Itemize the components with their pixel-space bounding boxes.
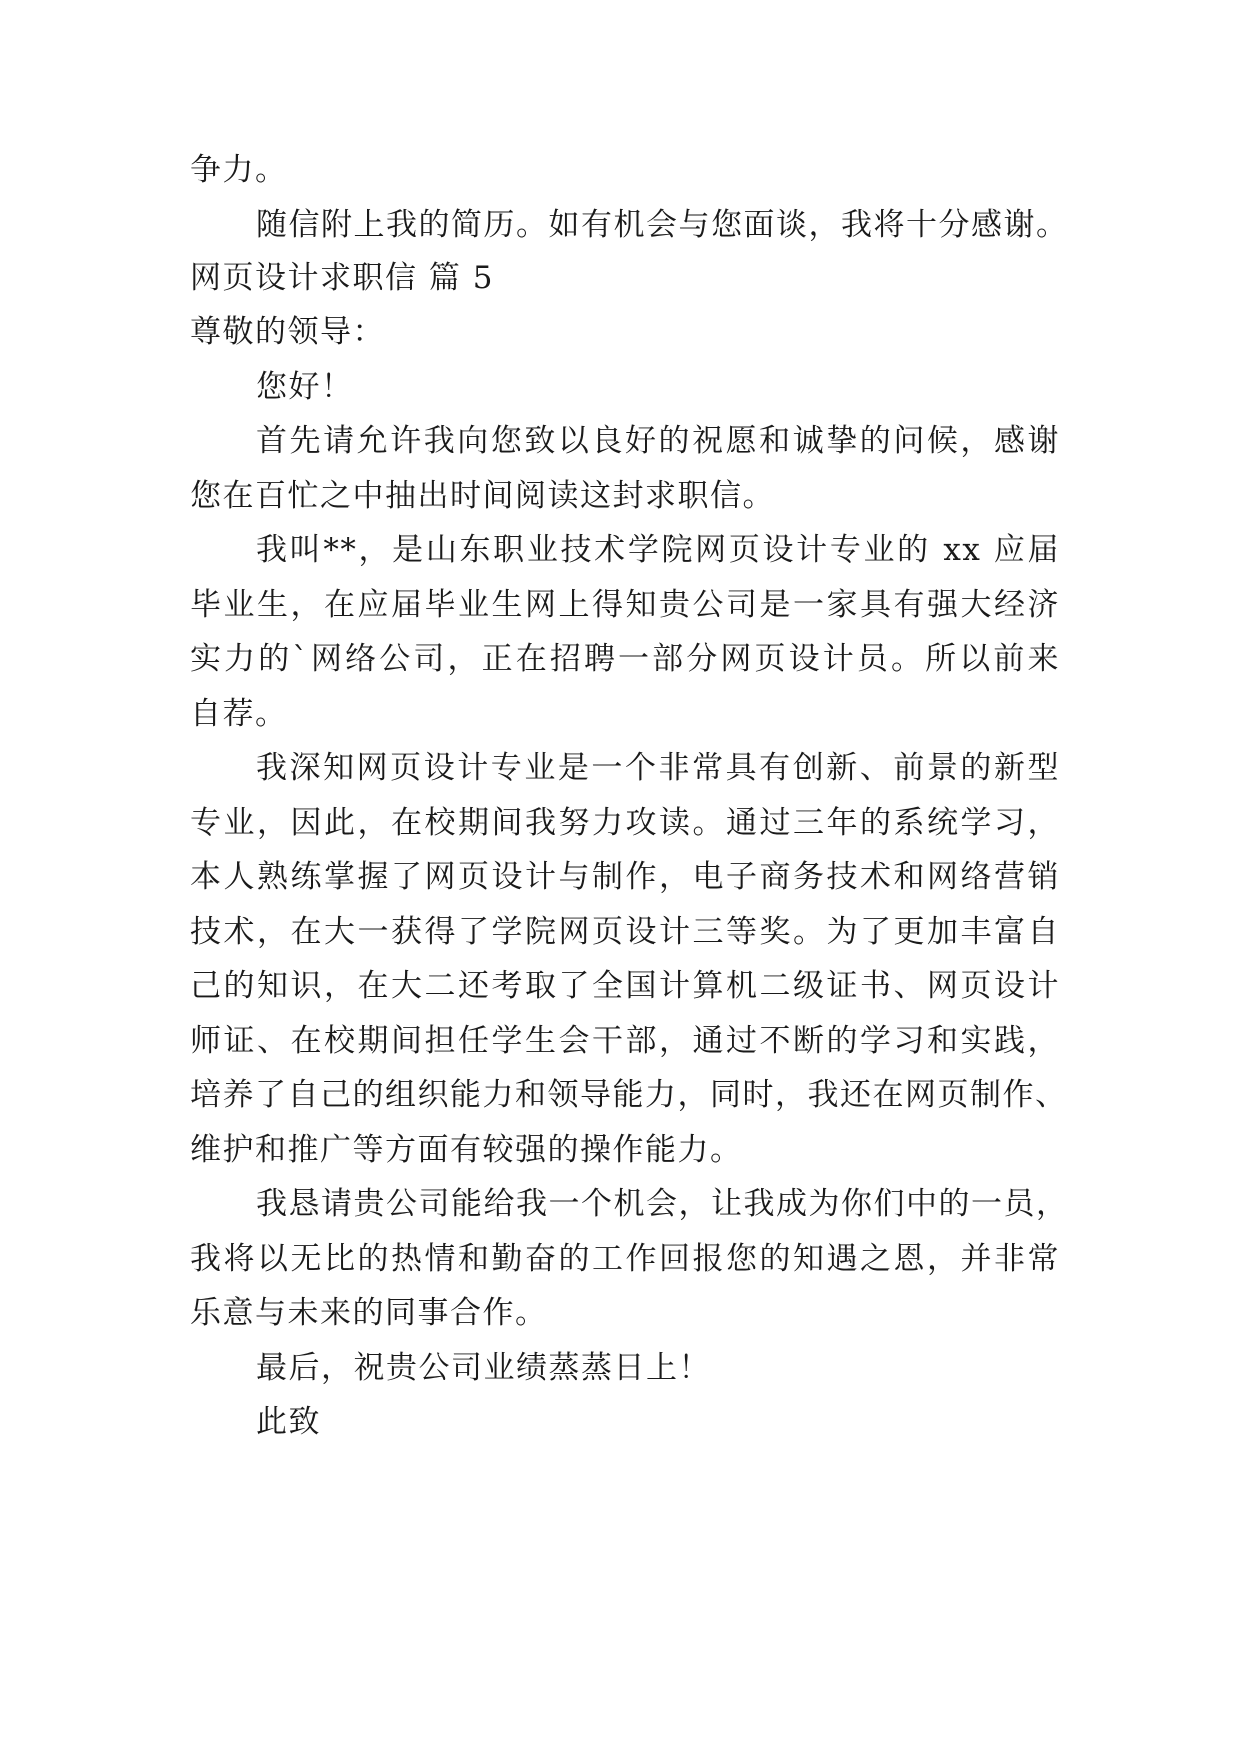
text-line: 我恳请贵公司能给我一个机会，让我成为你们中的一员， xyxy=(256,1186,1069,1222)
text-line: 师证、在校期间担任学生会干部，通过不断的学习和实践， xyxy=(190,1023,1060,1059)
closing-line: 此致 xyxy=(256,1404,321,1440)
text-line: 自荐。 xyxy=(190,696,288,732)
text-line: 实力的`网络公司，正在招聘一部分网页设计员。所以前来 xyxy=(190,641,1060,677)
text-line: 毕业生，在应届毕业生网上得知贵公司是一家具有强大经济 xyxy=(190,587,1060,623)
salutation: 尊敬的领导： xyxy=(190,314,385,350)
text-line: 争力。 xyxy=(190,152,288,188)
text-line: 己的知识，在大二还考取了全国计算机二级证书、网页设计 xyxy=(190,968,1060,1004)
section-heading: 网页设计求职信 篇 5 xyxy=(190,260,494,296)
text-line: 最后，祝贵公司业绩蒸蒸日上！ xyxy=(256,1350,711,1386)
text-line: 本人熟练掌握了网页设计与制作，电子商务技术和网络营销 xyxy=(190,859,1060,895)
text-line: 您在百忙之中抽出时间阅读这封求职信。 xyxy=(190,478,775,514)
text-line: 专业，因此，在校期间我努力攻读。通过三年的系统学习， xyxy=(190,805,1060,841)
text-line: 技术，在大一获得了学院网页设计三等奖。为了更加丰富自 xyxy=(190,914,1060,950)
text-line: 我深知网页设计专业是一个非常具有创新、前景的新型 xyxy=(256,750,1060,786)
text-line: 乐意与未来的同事合作。 xyxy=(190,1295,548,1331)
text-line: 我将以无比的热情和勤奋的工作回报您的知遇之恩，并非常 xyxy=(190,1241,1060,1277)
text-line: 随信附上我的简历。如有机会与您面谈，我将十分感谢。 xyxy=(256,207,1069,243)
text-line: 我叫**，是山东职业技术学院网页设计专业的 xx 应届 xyxy=(256,532,1060,568)
text-line: 首先请允许我向您致以良好的祝愿和诚挚的问候，感谢 xyxy=(256,423,1060,459)
text-line: 维护和推广等方面有较强的操作能力。 xyxy=(190,1132,743,1168)
text-line: 培养了自己的组织能力和领导能力，同时，我还在网页制作、 xyxy=(190,1077,1068,1113)
greeting: 您好！ xyxy=(256,369,354,405)
